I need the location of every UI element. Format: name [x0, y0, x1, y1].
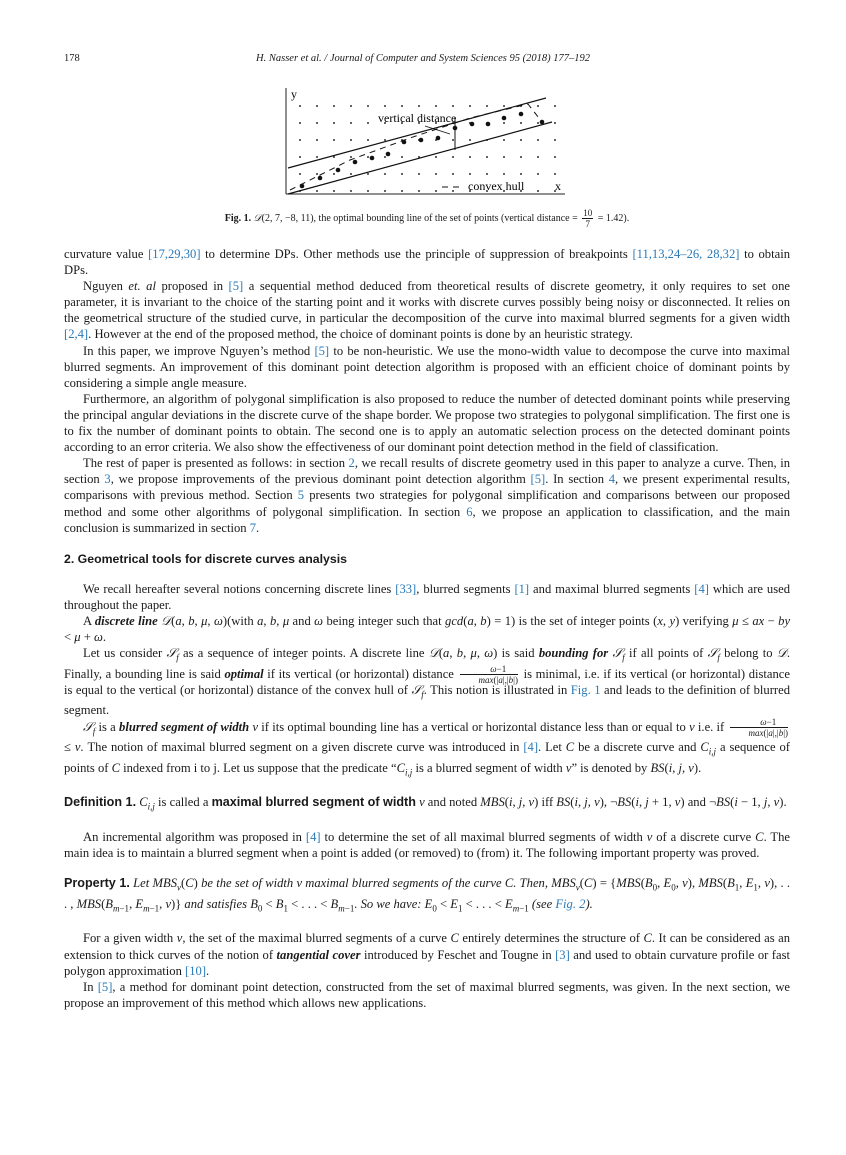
grid-dot [503, 105, 505, 107]
grid-dot [418, 190, 420, 192]
convex-hull-label: convex hull [468, 179, 525, 193]
grid-dot [333, 122, 335, 124]
grid-dot [486, 105, 488, 107]
caption-label: Fig. 1. [224, 212, 252, 224]
grid-dot [384, 105, 386, 107]
grid-dot [435, 173, 437, 175]
running-header: H. Nasser et al. / Journal of Computer and System Sciences 95 (2018) 177–192 [256, 53, 590, 64]
section-link[interactable]: 3 [104, 472, 111, 487]
grid-dot [503, 122, 505, 124]
grid-dot [401, 156, 403, 158]
grid-dot [418, 173, 420, 175]
grid-dot [435, 190, 437, 192]
grid-dot [367, 173, 369, 175]
citation-link[interactable]: [4] [694, 581, 709, 596]
paragraph: An incremental algorithm was proposed in [4] to determine the set of all maximal blurred segments of width ν of a discrete curve C. The main idea is to maintain a blurred segment when a point is added (or removed) to (from) it. The following important property was proved. [64, 830, 790, 861]
paragraph: A discrete line 𝒟(a, b, μ, ω)(with a, b, μ and ω being integer such that gcd(a, b) = 1) is the set of integer points (x, y) verifying μ ≤ ax − by < μ + ω. [64, 613, 791, 645]
section-link[interactable]: 2 [348, 456, 355, 471]
grid-dot [384, 173, 386, 175]
grid-dot [520, 139, 522, 141]
grid-dot [316, 105, 318, 107]
figure-link[interactable]: Fig. 1 [570, 682, 601, 697]
citation-link[interactable]: [33] [395, 581, 417, 596]
citation-link[interactable]: [17,29,30] [148, 247, 201, 261]
grid-dot [350, 156, 352, 158]
figure-link[interactable]: Fig. 2 [555, 896, 586, 911]
citation-link[interactable]: [3] [555, 947, 570, 962]
grid-dot [367, 190, 369, 192]
definition-1: Definition 1. $C_{i,j}$ is called a maximal blurred segment of width ν and noted MBS(i, j, ν) iff BS(i, j, ν), ¬BS(i, j + 1, ν) and ¬BS(i − 1, j, ν). [64, 795, 787, 812]
grid-dot [537, 105, 539, 107]
caption-text: 𝒟(2, 7, −8, 11), the optimal bounding line of the set of points (vertical distance = $\frac{10}{7}$ = 1.42). [253, 208, 630, 229]
grid-dot [350, 122, 352, 124]
grid-dot [486, 156, 488, 158]
grid-dot [384, 139, 386, 141]
grid-dot [469, 139, 471, 141]
grid-dot [537, 173, 539, 175]
section-link[interactable]: 4 [608, 472, 616, 487]
curve-point [502, 116, 507, 121]
x-axis-label: x [555, 179, 561, 193]
citation-link[interactable]: [5] [530, 472, 546, 487]
grid-dot [316, 190, 318, 192]
paragraph: Nguyen et. al proposed in [5] a sequential method deduced from theoretical results of discrete geometry, it only requires to set one parameter, it is invariant to the choice of the starting point and it works with discrete curves possibly being noisy or disconnected. It relies on the geometrical structure of the studied curve, in particular the decomposition of the curve into maximal blurred segments for a given width [2,4]. However at the end of the proposed method, the choice of dominant points is done by an heuristic strategy. [64, 279, 790, 342]
grid-dot [452, 190, 454, 192]
grid-dot [333, 105, 335, 107]
paragraph: Furthermore, an algorithm of polygonal simplification is also proposed to reduce the number of detected dominant points while preserving the principal angular deviations in the discrete curve of the shape border. We propose two strategies to polygonal simplification. The first one is to fix the number of dominant points to obtain. The second one is to apply an automatic selection process on the detected dominant points according to an error criteria. We also show the effectiveness of our dominant point detection method in the field of classification. [64, 391, 790, 455]
grid-dot [537, 122, 539, 124]
curve-point [419, 138, 424, 143]
grid-dot [367, 122, 369, 124]
paragraph: Let us consider 𝒮$_f$ as a sequence of integer points. A discrete line 𝒟(a, b, μ, ω) is said bounding for 𝒮$_f$ if all points of 𝒮$_f$ belong to 𝒟. Finally, a bounding line is said optimal if its vertical (or horizontal) distance $\frac{\omega-1}{\max(|a|,|b|)}$ is minimal, i.e. if its vertical (or horizontal) distance is equal to the vertical (or horizontal) distance of the convex hull of 𝒮$_f$. This notion is illustrated in Fig. 1 and leads to the definition of blurred segment. [64, 646, 791, 718]
curve-point [370, 156, 375, 161]
grid-dot [537, 156, 539, 158]
figure-1 [280, 86, 570, 198]
grid-dot [384, 190, 386, 192]
grid-dot [469, 105, 471, 107]
grid-dot [350, 173, 352, 175]
grid-dot [503, 156, 505, 158]
grid-dot [384, 156, 386, 158]
grid-dot [486, 173, 488, 175]
paragraph: The rest of paper is presented as follows: in section 2, we recall results of discrete geometry used in this paper to analyze a curve. Then, in section 3, we propose improvements of the previous dominant point detection algorithm [5]. In section 4, we present experimental results, comparisons with previous method. Section 5 presents two strategies for polygonal simplification and comparisons between our proposed method and some other algorithms of polygonal simplification. In section 6, we propose an application to classification, and the main conclusion is summarized in section 7. [64, 456, 790, 535]
citation-link[interactable]: [2,4] [64, 327, 89, 342]
section-link[interactable]: 5 [297, 488, 305, 503]
grid-dot [503, 139, 505, 141]
paragraph: 𝒮$_f$ is a blurred segment of width ν if its optimal bounding line has a vertical or horizontal distance less than or equal to ν i.e. if $\frac{\omega-1}{\max(|a|,|b|)}$ ≤ ν. The notion of maximal blurred segment on a given discrete curve was introduced in [4]. Let C be a discrete curve and $C_{i,j}$ a sequence of points of C indexed from i to j. Let us suppose that the predicate “$C_{i,j}$ is a blurred segment of width ν” is denoted by BS(i, j, ν). [64, 717, 791, 778]
grid-dot [316, 173, 318, 175]
grid-dot [350, 139, 352, 141]
curve-point [486, 122, 491, 127]
citation-link[interactable]: [5] [97, 979, 113, 994]
curve-point [470, 122, 475, 127]
grid-dot [469, 173, 471, 175]
citation-link[interactable]: [4] [523, 740, 539, 755]
grid-dot [401, 173, 403, 175]
grid-dot [554, 173, 556, 175]
grid-dot [452, 156, 454, 158]
grid-dot [452, 105, 454, 107]
paragraph: In this paper, we improve Nguyen’s method [5] to be non-heuristic. We use the mono-width value to decompose the curve into maximal blurred segments. An improvement of this dominant point detection algorithm is proposed with an efficient choice of dominant points by considering a simple angle measure. [64, 343, 790, 390]
grid-dot [452, 139, 454, 141]
grid-dot [520, 173, 522, 175]
article-body [64, 246, 790, 1011]
grid-dot [401, 105, 403, 107]
curve-point [519, 112, 524, 117]
grid-dot [333, 173, 335, 175]
grid-dot [537, 190, 539, 192]
grid-dot [299, 173, 301, 175]
page-number: 178 [64, 53, 80, 64]
paragraph: We recall hereafter several notions concerning discrete lines [33], blurred segments [1] and maximal blurred segments [4] which are used throughout the paper. [64, 581, 790, 612]
grid-dot [520, 122, 522, 124]
grid-dot [435, 105, 437, 107]
property-label: Property 1. [64, 876, 130, 891]
grid-dot [554, 156, 556, 158]
grid-dot [299, 156, 301, 158]
grid-dot [333, 190, 335, 192]
grid-dot [554, 122, 556, 124]
paragraph: curvature value [17,29,30] to determine DPs. Other methods use the principle of suppression of breakpoints [11,13,24–26, 28,32] to obtain DPs. [64, 247, 790, 278]
paragraph: In [5], a method for dominant point detection, constructed from the set of maximal blurred segments, was given. In the next section, we propose an improvement of this method which allows new applications. [64, 979, 791, 1010]
grid-dot [316, 139, 318, 141]
grid-dot [367, 139, 369, 141]
grid-dot [554, 139, 556, 141]
grid-dot [452, 173, 454, 175]
figure-1-caption [64, 208, 790, 229]
grid-dot [350, 105, 352, 107]
grid-dot [333, 139, 335, 141]
grid-dot [469, 156, 471, 158]
grid-dot [316, 156, 318, 158]
grid-dot [537, 139, 539, 141]
curve-point [318, 176, 323, 181]
citation-link[interactable]: [5] [314, 343, 330, 358]
grid-dot [418, 105, 420, 107]
property-1: Property 1. Let $MBS_\nu(C)$ be the set of width ν maximal blurred segments of the curve C. Then, $MBS_\nu(C) = \{MBS(B_0$, $E_0$, ν), $MBS(B_1$, $E_1$, ν), . . . , $MBS(B_{m-1}$, $E_{m-1}$, ν)} and satisfies $B_0 < B_1$ < . . . < $B_{m-1}$. So we have: $E_0 < E_1$ < . . . < $E_{m-1}$ (see Fig. 2). [64, 876, 791, 914]
grid-dot [316, 122, 318, 124]
grid-dot [367, 156, 369, 158]
definition-label: Definition 1. [64, 795, 137, 810]
paragraph: For a given width ν, the set of the maximal blurred segments of a curve C entirely determines the structure of C. It can be considered as an extension to thick curves of the notion of tangential cover introduced by Feschet and Tougne in [3] and used to obtain curvature profile or fast polygon approximation [10]. [64, 931, 790, 978]
citation-link[interactable]: [1] [514, 581, 530, 596]
citation-link[interactable]: [5] [228, 279, 244, 294]
citation-link[interactable]: [11,13,24–26, 28,32] [632, 247, 740, 261]
y-axis-label: y [291, 87, 297, 101]
grid-dot [299, 139, 301, 141]
section-link[interactable]: 7 [249, 520, 257, 535]
grid-dot [367, 105, 369, 107]
grid-dot [554, 105, 556, 107]
grid-dot [520, 156, 522, 158]
curve-point [336, 168, 341, 173]
grid-dot [299, 105, 301, 107]
grid-dot [401, 190, 403, 192]
curve-point [436, 136, 441, 141]
curve-point [386, 152, 391, 157]
section-link[interactable]: 6 [466, 504, 473, 519]
grid-dot [299, 122, 301, 124]
grid-dot [350, 190, 352, 192]
vertical-distance-label: vertical distance [378, 111, 457, 125]
citation-link[interactable]: [10] [185, 963, 207, 978]
section-heading: 2. Geometrical tools for discrete curves analysis [64, 551, 347, 566]
grid-dot [503, 173, 505, 175]
grid-dot [435, 156, 437, 158]
citation-link[interactable]: [4] [305, 830, 321, 844]
curve-point [353, 160, 358, 165]
